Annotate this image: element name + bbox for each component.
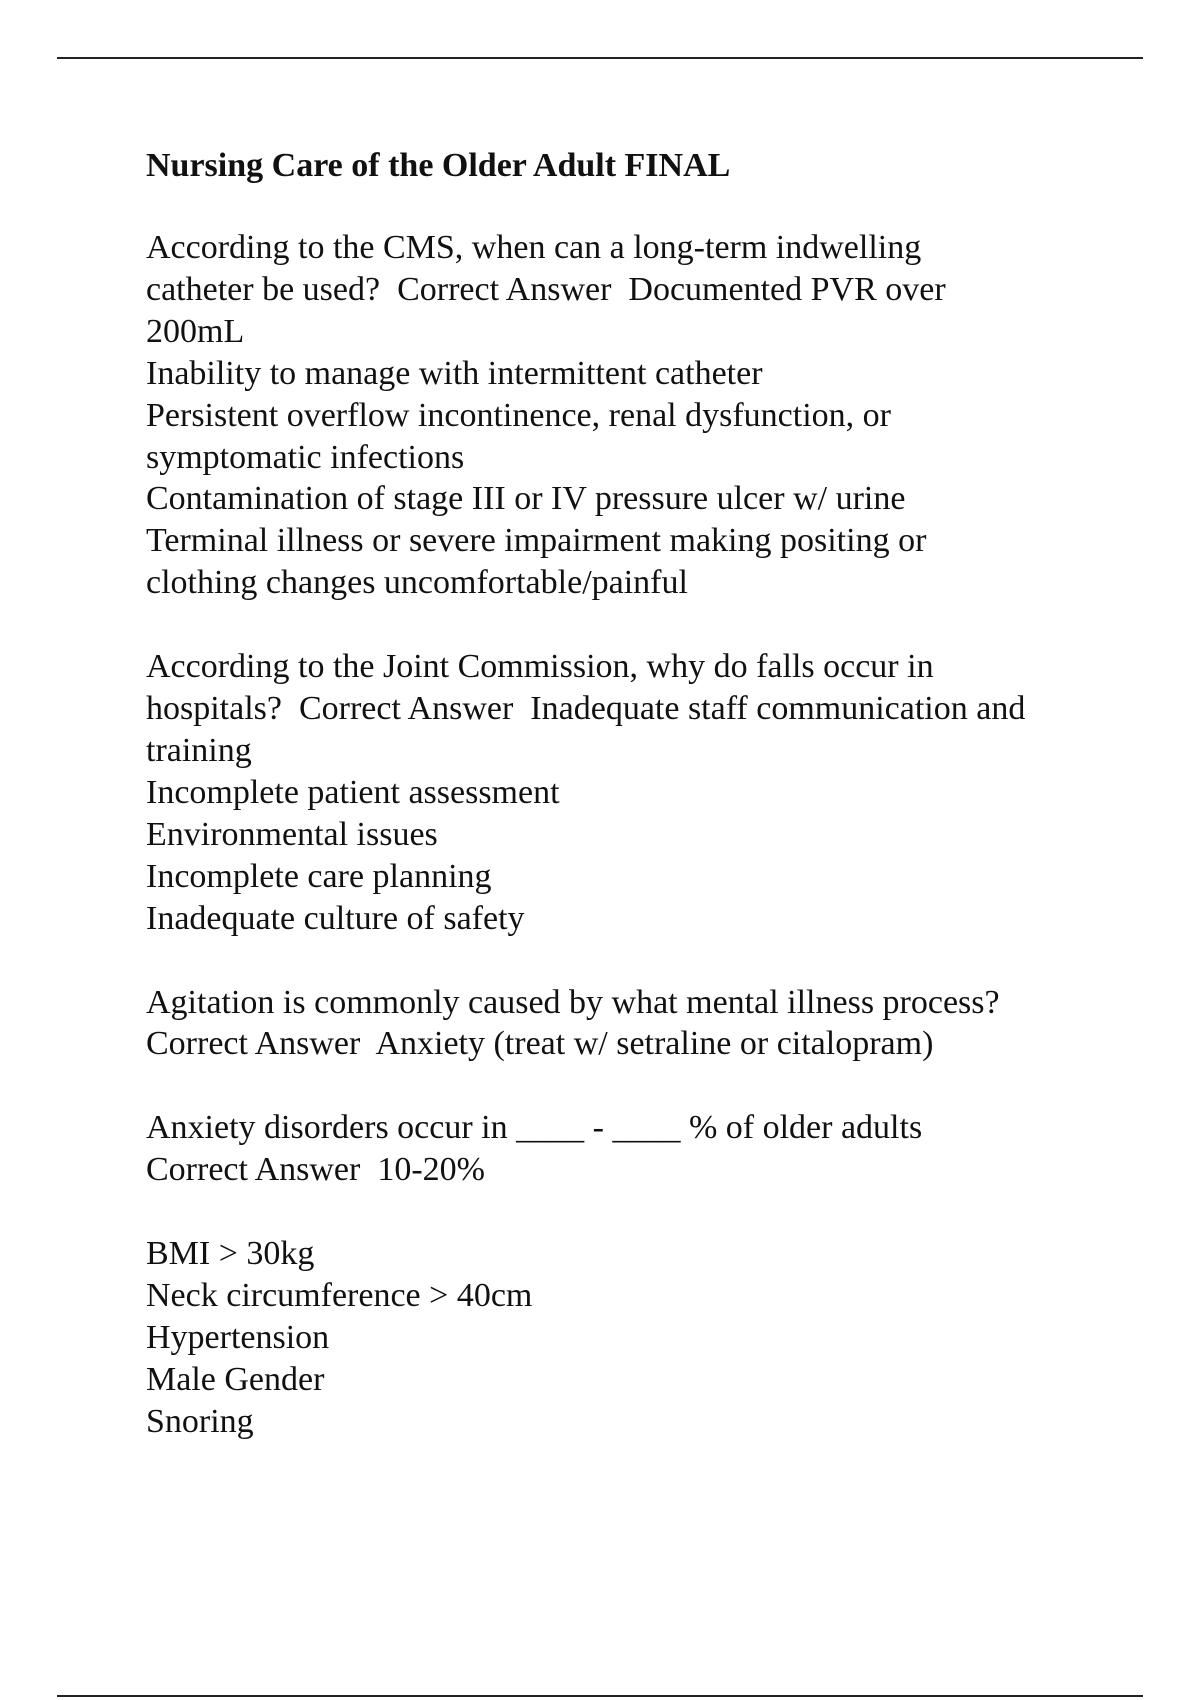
qa-block-cms-catheter [146,227,1106,604]
text-line: Incomplete care planning [146,857,492,895]
text-line: Incomplete patient assessment [146,773,560,811]
text-line: Male Gender [146,1360,325,1398]
text-line: Correct Answer Anxiety (treat w/ setraline or citalopram) [146,1025,934,1063]
text-line: clothing changes uncomfortable/painful [146,564,688,602]
text-line: catheter be used? Correct Answer Documented PVR over [146,270,946,308]
text-line: symptomatic infections [146,438,465,476]
text-line: training [146,731,252,769]
qa-block-anxiety-prevalence [146,1107,1106,1191]
text-line: Terminal illness or severe impairment making positing or [146,522,927,560]
text-line: According to the CMS, when can a long-term indwelling [146,229,922,266]
text-line: Inadequate culture of safety [146,899,525,937]
text-line: Anxiety disorders occur in ____ - ____ % of older adults [146,1109,923,1147]
text-line: Contamination of stage III or IV pressure ulcer w/ urine [146,480,906,518]
text-line: According to the Joint Commission, why do falls occur in [146,648,934,686]
document-body [146,145,1106,1485]
text-line: Environmental issues [146,815,438,853]
text-line: Inability to manage with intermittent catheter [146,354,763,392]
text-line: BMI > 30kg [146,1235,315,1273]
document-title: Nursing Care of the Older Adult FINAL [146,147,731,184]
qa-block-agitation [146,982,1106,1066]
header-rule [57,57,1143,59]
text-line: Correct Answer 10-20% [146,1151,485,1189]
text-line: Neck circumference > 40cm [146,1277,533,1315]
text-line: Persistent overflow incontinence, renal dysfunction, or [146,396,891,434]
text-line: Agitation is commonly caused by what mental illness process? [146,983,1000,1021]
qa-block-risk-factors [146,1233,1106,1443]
text-line: Hypertension [146,1318,330,1356]
qa-block-joint-commission-falls [146,646,1106,939]
text-line: Snoring [146,1402,254,1440]
footer-rule [57,1695,1143,1697]
text-line: hospitals? Correct Answer Inadequate staff communication and [146,690,1026,728]
text-line: 200mL [146,312,245,350]
